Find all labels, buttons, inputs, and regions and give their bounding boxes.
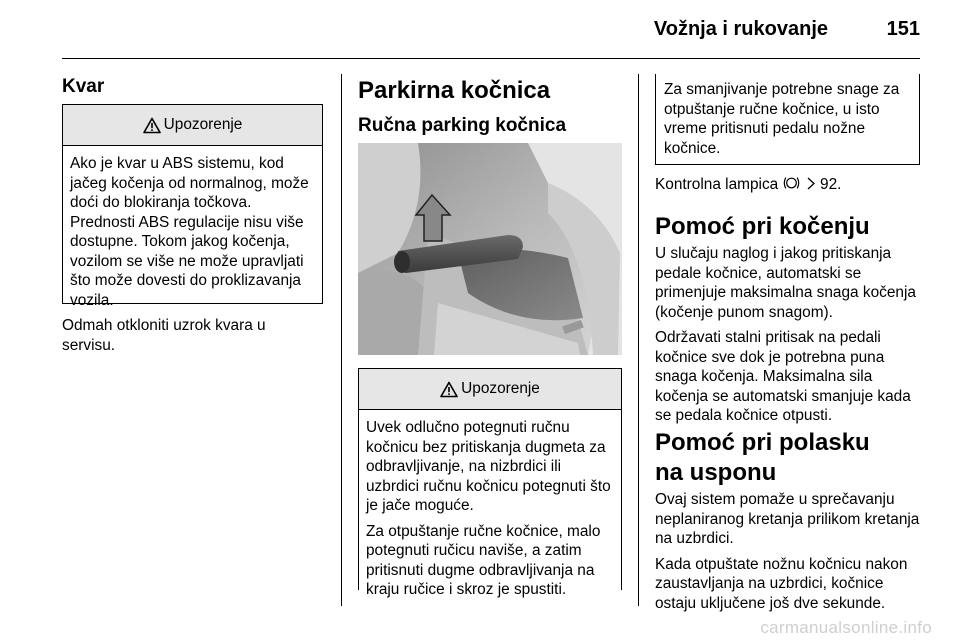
warning-icon: [440, 381, 458, 398]
warning-box-hand-brake: [358, 368, 622, 598]
control-lamp-reference: [655, 175, 841, 195]
page-header-title: Vožnja i rukovanje: [653, 18, 828, 40]
header-rule: [62, 58, 920, 59]
hand-brake-illustration: [358, 143, 622, 355]
control-lamp-label: Kontrolna lampica: [655, 176, 779, 193]
brake-assist-p2: Održavati stalni pritisak na pedali kočnice sve dok je potrebna puna snaga kočenja. Maksimalna sila kočenja se automatski smanjuje kada se pedala kočnice otpusti.: [655, 329, 911, 424]
section-hill-start-assist: [655, 428, 925, 613]
subheading-hand-brake: Ručna parking kočnica: [358, 115, 567, 136]
warning-body: [359, 410, 621, 612]
warning-label: Upozorenje: [163, 116, 243, 133]
column-divider-right: [638, 74, 639, 606]
column-divider-left: [341, 74, 342, 606]
hill-start-p2: Kada otpuštate nožnu kočnicu nakon zaustavljanja na uzbrdici, kočnice ostaju uključene još dve sekunde.: [655, 555, 908, 612]
warning-text-2: Za otpuštanje ručne kočnice, malo potegnuti ručicu naviše, a zatim pritisnuti dugme odbravljivanja na kraju ručice i skroz je spustiti.: [366, 522, 601, 598]
warning-header: [359, 369, 621, 410]
warning-icon: [143, 117, 161, 134]
hill-start-p1: Ovaj sistem pomaže u sprečavanju neplaniranog kretanja prilikom kretanja na uzbrdici.: [655, 491, 920, 547]
warning-box-abs: [62, 104, 323, 309]
page-reference-icon: [806, 177, 816, 190]
watermark: carmanualsonline.info: [760, 618, 932, 637]
brake-warning-lamp-icon: [782, 175, 801, 191]
warning-text-1: Uvek odlučno potegnuti ručnu kočnicu bez pritiskanja dugmeta za odbravljivanje, na nizbrdici ili uzbrdici ručnu kočnicu potegnuti što je jače moguće.: [366, 419, 611, 514]
brake-assist-p1: U slučaju naglog i jakog pritiskanja pedale kočnice, automatski se primenjuje maksimalna snaga kočenja (kočenje punom snagom).: [655, 245, 916, 321]
warning-label: Upozorenje: [461, 380, 540, 397]
paragraph-service: Odmah otkloniti uzrok kvara u servisu.: [62, 317, 266, 354]
heading-kvar: Kvar: [62, 76, 105, 97]
paragraph-container: [62, 316, 302, 355]
control-lamp-page-ref: 92.: [820, 176, 842, 193]
warning-header: [63, 105, 322, 146]
warning-body: [63, 146, 322, 322]
section-brake-assist: [655, 212, 925, 426]
heading-hill-start-assist: Pomoć pri polasku na usponu: [655, 429, 870, 486]
note-text: Za smanjivanje potrebne snage za otpuštanje ručne kočnice, u isto vreme pritisnuti pedalu nožne kočnice.: [664, 81, 900, 157]
page-number: 151: [886, 18, 920, 40]
warning-text: Ako je kvar u ABS sistemu, kod jačeg kočenja od normalnog, može doći do blokiranja točkova. Prednosti ABS regulacije nisu više dostupne. Tokom jakog kočenja, vozilom se više ne može upravljati što može dovesti do proklizavanja vozila.: [70, 155, 309, 309]
hand-brake-image: [358, 143, 622, 355]
heading-parking-brake: Parkirna kočnica: [358, 77, 551, 104]
note-box: [655, 74, 920, 165]
heading-brake-assist: Pomoć pri kočenju: [655, 213, 870, 240]
